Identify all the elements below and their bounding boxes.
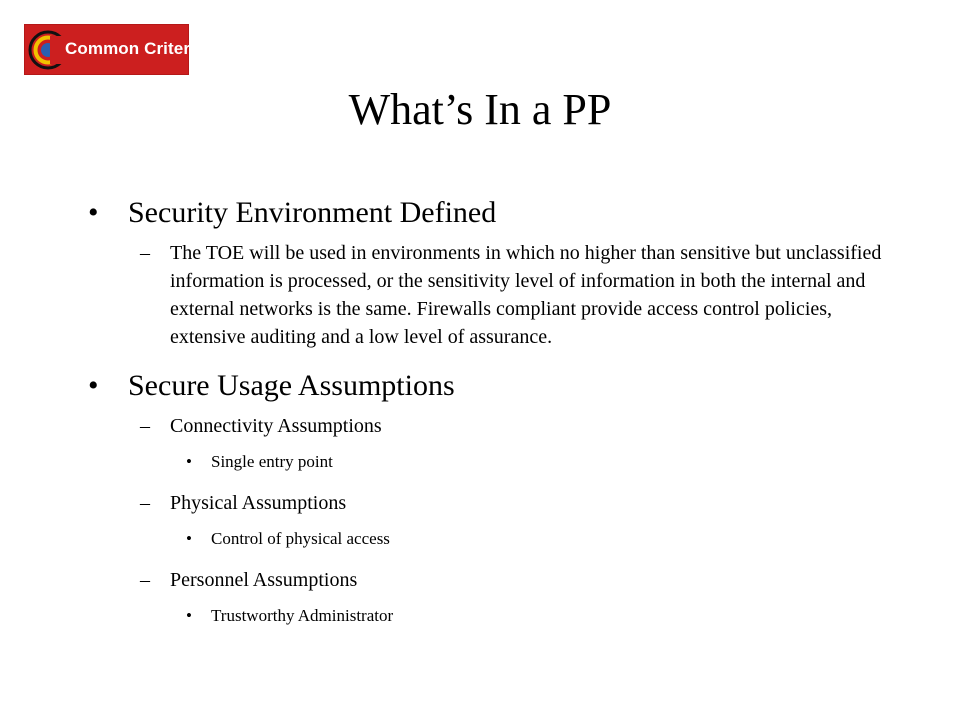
sub-bullet-physical [88,489,888,517]
sub-bullet-text: Personnel Assumptions [170,569,358,591]
common-criteria-logo [24,24,205,75]
sub-bullet-connectivity [88,412,888,440]
sub-bullet-personnel [88,566,888,594]
sub-bullet-text: Connectivity Assumptions [170,415,382,437]
sub-bullet-text: The TOE will be used in environments in which no higher than sensitive but unclassified information is processed, or the sensitivity level of information in both the internal and external networks is the same. Firewalls compliant provide access control policies, extensive auditing and a low level of assurance. [170,242,882,348]
slide-title: What’s In a PP [348,85,612,134]
sub-sub-bullet-physical-access [88,527,888,551]
bullet-heading: Secure Usage Assumptions [128,369,455,402]
bullet-secure-usage-assumptions [88,365,888,407]
sub-bullet-environment-description [88,239,888,351]
bullet-marker: • [186,529,192,548]
globe-c-icon [28,28,68,73]
sub-sub-bullet-single-entry [88,450,888,474]
bullet-marker: • [88,196,99,229]
sub-sub-bullet-trustworthy-admin [88,604,888,628]
sub-sub-bullet-text: Control of physical access [211,529,390,548]
bullet-security-environment [88,192,888,234]
dash-marker: – [140,415,150,437]
logo-text: Common Criteria [65,39,205,58]
bullet-marker: • [186,606,192,625]
sub-bullet-text: Physical Assumptions [170,492,347,514]
sub-sub-bullet-text: Trustworthy Administrator [211,606,394,625]
bullet-marker: • [88,369,99,402]
bullet-heading: Security Environment Defined [128,196,497,229]
sub-sub-bullet-text: Single entry point [211,452,333,471]
dash-marker: – [140,492,150,514]
dash-marker: – [140,569,150,591]
bullet-marker: • [186,452,192,471]
dash-marker: – [140,242,150,264]
slide-content [88,192,888,628]
